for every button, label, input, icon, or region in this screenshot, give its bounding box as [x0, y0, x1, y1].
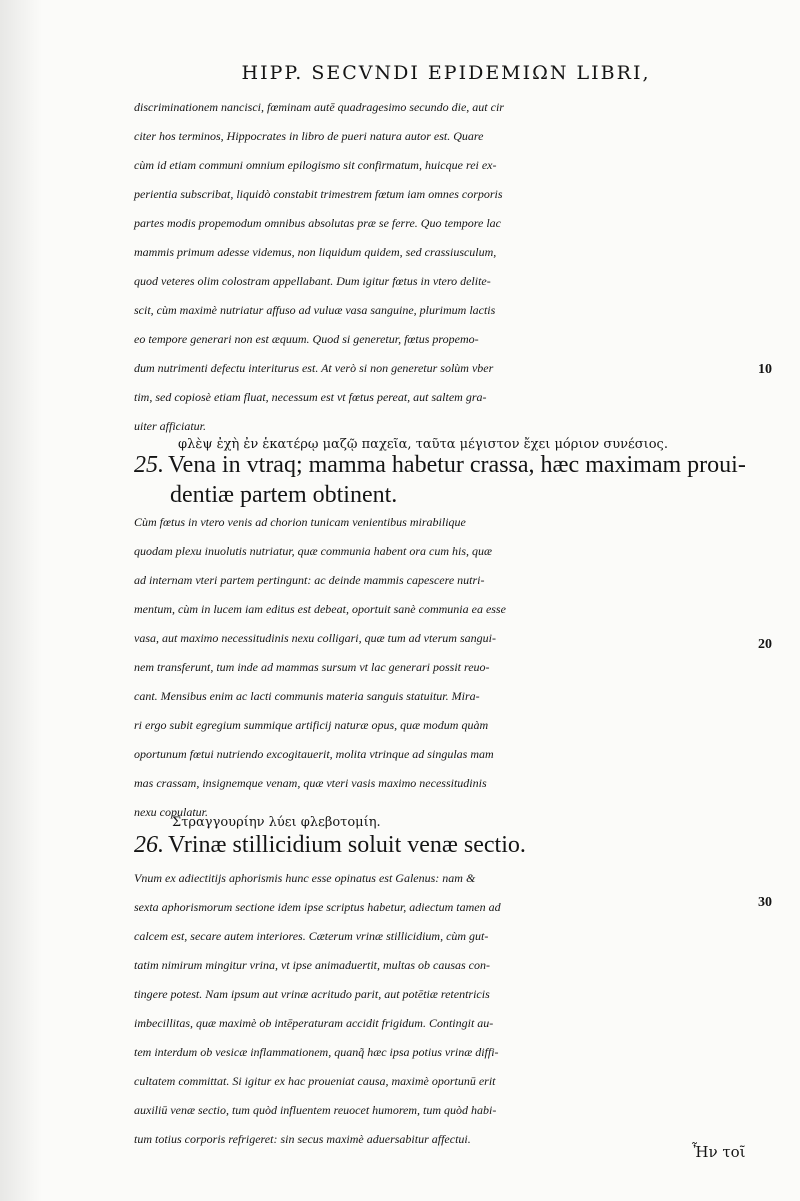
- text-line: mentum, cùm in lucem iam editus est debeat, oportuit sanè communia ea esse: [134, 602, 506, 616]
- text-line: cùm id etiam communi omnium epilogismo sit confirmatum, huicque rei ex-: [134, 158, 497, 172]
- aphorism-number: 26.: [134, 832, 164, 858]
- aphorism-25: [134, 452, 746, 479]
- greek-aphorism-25: φλὲψ ἐχὴ ἐν ἑκατέρῳ μαζῷ παχεῖα, ταῦτα μέγιστον ἔχει μόριον συνέσιος.: [178, 437, 668, 452]
- text-line: tum totius corporis refrigeret: sin secus maximè aduersabitur affectui.: [134, 1132, 471, 1146]
- text-line: partes modis propemodum omnibus absolutas præ se ferre. Quo tempore lac: [134, 216, 501, 230]
- text-line: nexu copulatur.: [134, 805, 208, 819]
- text-line: dum nutrimenti defectu interiturus est. At verò si non generetur solùm vber: [134, 361, 494, 375]
- text-line: Cùm fœtus in vtero venis ad chorion tunicam venientibus mirabilique: [134, 515, 466, 529]
- running-header: HIPP. SECVNDI EPIDEMIΩN LIBRI,: [241, 62, 651, 84]
- text-line: quod veteres olim colostram appellabant. Dum igitur fœtus in vtero delite-: [134, 274, 491, 288]
- text-line: imbecillitas, quæ maximè ob intēperaturam accidit frigidum. Contingit au-: [134, 1016, 494, 1030]
- text-line: oportunum fœtui nutriendo excogitauerit, molita vtrinque ad singulas mam: [134, 747, 494, 761]
- catchword: Ἦν τοῖ: [692, 1143, 746, 1161]
- aphorism-25-cont: dentiæ partem obtinent.: [170, 482, 398, 508]
- text-line: sexta aphorismorum sectione idem ipse scriptus habetur, adiectum tamen ad: [134, 900, 501, 914]
- text-line: mas crassam, insignemque venam, quæ vteri vasis maximo necessitudinis: [134, 776, 487, 790]
- text-line: tatim nimirum mingitur vrina, vt ipse animaduertit, multas ob causas con-: [134, 958, 490, 972]
- text-line: ri ergo subit egregium summique artificij naturæ opus, quæ modum quàm: [134, 718, 489, 732]
- paragraph-2: [134, 508, 774, 827]
- text-line: perientia subscribat, liquidò constabit trimestrem fœtum iam omnes corporis: [134, 187, 503, 201]
- text-line: citer hos terminos, Hippocrates in libro de pueri natura autor est. Quare: [134, 129, 484, 143]
- aphorism-text-line: Vena in vtraq; mamma habetur crassa, hæc maximam proui-: [168, 452, 746, 478]
- text-line: vasa, aut maximo necessitudinis nexu colligari, quæ tum ad vterum sangui-: [134, 631, 496, 645]
- aphorism-text-line: Vrinæ stillicidium soluit venæ sectio.: [168, 832, 526, 858]
- text-line: scit, cùm maximè nutriatur affuso ad vuluæ vasa sanguine, plurimum lactis: [134, 303, 496, 317]
- greek-aphorism-26: Στραγγουρίην λύει φλεβοτομίη.: [172, 815, 381, 830]
- text-line: tim, sed copiosè etiam fluat, necessum est vt fœtus pereat, aut saltem gra-: [134, 390, 487, 404]
- text-line: auxiliū venæ sectio, tum quòd influentem reuocet humorem, tum quòd habi-: [134, 1103, 497, 1117]
- aphorism-number: 25.: [134, 452, 164, 478]
- text-line: mammis primum adesse videmus, non liquidum quidem, sed crassiusculum,: [134, 245, 497, 259]
- text-line: uiter afficiatur.: [134, 419, 206, 433]
- text-line: tingere potest. Nam ipsum aut vrinæ acritudo parit, aut potētiæ retentricis: [134, 987, 490, 1001]
- paragraph-1: [134, 93, 774, 441]
- margin-number-20: 20: [758, 637, 772, 652]
- text-line: cultatem committat. Si igitur ex hac proueniat causa, maximè oportunū erit: [134, 1074, 496, 1088]
- aphorism-26: [134, 832, 526, 859]
- text-line: tem interdum ob vesicæ inflammationem, quanq̃ hæc ipsa potius vrinæ diffi-: [134, 1045, 499, 1059]
- text-line: cant. Mensibus enim ac lacti communis materia sanguis statuitur. Mira-: [134, 689, 480, 703]
- text-line: eo tempore generari non est æquum. Quod si generetur, fœtus propemo-: [134, 332, 479, 346]
- margin-number-10: 10: [758, 362, 772, 377]
- paragraph-3: [134, 864, 774, 1154]
- text-line: Vnum ex adiectitijs aphorismis hunc esse opinatus est Galenus: nam &: [134, 871, 476, 885]
- text-line: nem transferunt, tum inde ad mammas sursum vt lac generari possit reuo-: [134, 660, 490, 674]
- text-line: ad internam vteri partem pertingunt: ac deinde mammis capescere nutri-: [134, 573, 485, 587]
- page-left-shadow: [0, 0, 42, 1201]
- text-line: quodam plexu inuolutis nutriatur, quæ communia habent ora cum his, quæ: [134, 544, 492, 558]
- text-line: calcem est, secare autem interiores. Cæterum vrinæ stillicidium, cùm gut-: [134, 929, 489, 943]
- margin-number-30: 30: [758, 895, 772, 910]
- text-line: discriminationem nancisci, fœminam autē quadragesimo secundo die, aut cir: [134, 100, 504, 114]
